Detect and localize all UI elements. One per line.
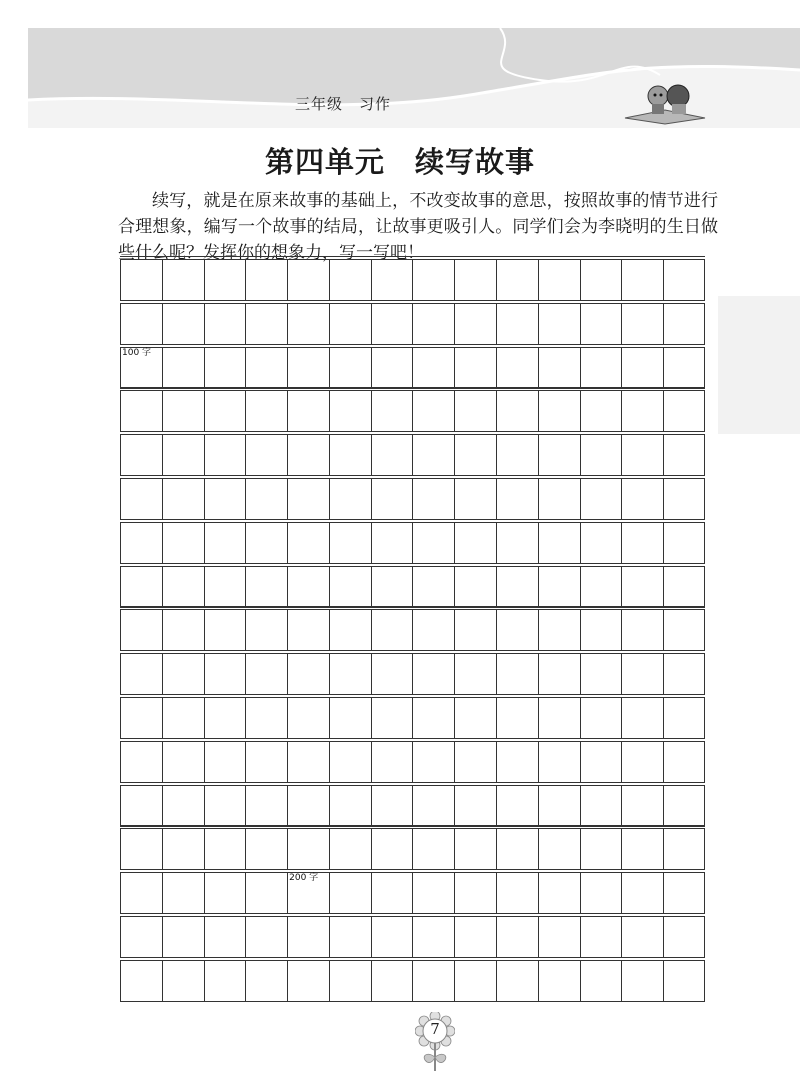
page-number: 7 [430, 1020, 440, 1038]
grid-cell[interactable] [288, 654, 330, 694]
grid-cell[interactable] [288, 829, 330, 869]
grid-cell[interactable] [581, 917, 623, 957]
grid-cell[interactable] [246, 961, 288, 1001]
grid-cell[interactable] [622, 917, 664, 957]
grid-row [120, 566, 705, 608]
grid-cell[interactable] [414, 654, 456, 694]
grid-cell[interactable] [497, 961, 539, 1001]
grid-cell[interactable] [372, 391, 414, 431]
grid-cell[interactable] [246, 523, 288, 563]
grid-cell[interactable] [497, 348, 539, 388]
grid-cell[interactable] [121, 435, 163, 475]
grid-cell[interactable] [330, 304, 372, 344]
intro-paragraph: 续写，就是在原来故事的基础上，不改变故事的意思，按照故事的情节进行合理想象，编写一个故事的结局，让故事更吸引人。同学们会为李晓明的生日做些什么呢？发挥你的想象力，写一写吧！ [118, 191, 718, 263]
writing-grid[interactable] [120, 259, 705, 1005]
grid-cell[interactable] [163, 961, 205, 1001]
grid-row [120, 785, 705, 827]
grid-cell[interactable] [414, 523, 456, 563]
grid-row [120, 522, 705, 564]
grid-cell[interactable] [288, 391, 330, 431]
grid-row [120, 828, 705, 870]
grid-cell[interactable] [581, 961, 623, 1001]
grid-cell[interactable] [581, 698, 623, 738]
grid-cell[interactable] [497, 654, 539, 694]
grid-cell[interactable] [372, 829, 414, 869]
grid-cell[interactable] [205, 829, 247, 869]
grid-cell[interactable] [455, 873, 497, 913]
grid-cell[interactable] [288, 304, 330, 344]
grid-cell[interactable] [581, 479, 623, 519]
grid-cell[interactable] [497, 435, 539, 475]
grid-cell[interactable] [330, 698, 372, 738]
grid-cell[interactable] [288, 523, 330, 563]
grid-cell[interactable] [372, 304, 414, 344]
grid-cell[interactable] [497, 742, 539, 782]
grid-cell[interactable] [288, 435, 330, 475]
grid-row [120, 609, 705, 651]
grid-cell[interactable] [205, 391, 247, 431]
side-tab [718, 296, 800, 434]
grid-cell[interactable] [205, 435, 247, 475]
grid-cell[interactable] [330, 654, 372, 694]
grid-cell[interactable] [163, 348, 205, 388]
grid-cell[interactable] [246, 348, 288, 388]
grade-subject-label: 三年级 习作 [295, 95, 392, 113]
grid-cell[interactable] [246, 567, 288, 607]
grid-cell[interactable] [163, 567, 205, 607]
grid-cell[interactable] [414, 610, 456, 650]
grid-cell[interactable] [414, 917, 456, 957]
grid-cell[interactable] [205, 523, 247, 563]
grid-cell[interactable] [121, 567, 163, 607]
grid-cell[interactable] [163, 654, 205, 694]
grid-cell[interactable] [622, 523, 664, 563]
grid-cell[interactable] [330, 786, 372, 826]
grid-cell[interactable] [330, 567, 372, 607]
grid-cell[interactable] [622, 391, 664, 431]
grid-cell[interactable] [622, 698, 664, 738]
grid-cell[interactable] [414, 786, 456, 826]
grid-cell[interactable] [497, 523, 539, 563]
grid-cell[interactable] [372, 873, 414, 913]
grid-cell[interactable] [455, 435, 497, 475]
grid-cell[interactable] [330, 435, 372, 475]
grid-cell[interactable] [539, 348, 581, 388]
grid-cell[interactable] [330, 523, 372, 563]
grid-cell[interactable] [205, 479, 247, 519]
grid-cell[interactable] [455, 786, 497, 826]
grid-cell[interactable] [330, 348, 372, 388]
grid-cell[interactable] [581, 435, 623, 475]
grid-row [120, 347, 705, 389]
grid-cell[interactable] [414, 698, 456, 738]
grid-cell[interactable] [205, 610, 247, 650]
grid-cell[interactable] [539, 654, 581, 694]
grid-cell[interactable] [497, 829, 539, 869]
grid-cell[interactable] [539, 610, 581, 650]
grid-cell[interactable] [163, 391, 205, 431]
grid-cell[interactable] [121, 391, 163, 431]
grid-row [120, 478, 705, 520]
grid-cell[interactable] [205, 742, 247, 782]
grid-cell[interactable] [372, 348, 414, 388]
grid-cell[interactable] [539, 567, 581, 607]
grid-cell[interactable] [205, 786, 247, 826]
grid-cell[interactable] [539, 523, 581, 563]
grid-cell[interactable] [163, 873, 205, 913]
grid-cell[interactable] [288, 917, 330, 957]
grid-cell[interactable] [372, 786, 414, 826]
grid-cell[interactable] [581, 786, 623, 826]
grid-cell[interactable] [414, 961, 456, 1001]
grid-cell[interactable] [163, 698, 205, 738]
grid-cell[interactable] [539, 260, 581, 300]
grid-cell[interactable] [539, 435, 581, 475]
grid-cell[interactable] [288, 742, 330, 782]
grid-cell[interactable] [121, 961, 163, 1001]
grid-cell[interactable] [246, 698, 288, 738]
grid-cell[interactable] [246, 654, 288, 694]
grid-cell[interactable] [121, 873, 163, 913]
grid-row [120, 916, 705, 958]
grid-cell[interactable] [330, 917, 372, 957]
grid-cell[interactable] [205, 873, 247, 913]
grid-cell[interactable] [246, 391, 288, 431]
grid-cell[interactable] [205, 961, 247, 1001]
grid-cell[interactable] [372, 610, 414, 650]
grid-cell[interactable] [163, 917, 205, 957]
grid-cell[interactable] [163, 479, 205, 519]
grid-cell[interactable] [205, 260, 247, 300]
grid-cell[interactable] [121, 742, 163, 782]
grid-cell[interactable] [455, 348, 497, 388]
grid-cell[interactable] [372, 961, 414, 1001]
grid-cell[interactable] [330, 260, 372, 300]
grid-cell[interactable] [455, 523, 497, 563]
grid-cell[interactable] [205, 654, 247, 694]
grid-row [120, 697, 705, 739]
grid-cell[interactable] [581, 610, 623, 650]
grid-cell[interactable] [372, 523, 414, 563]
grid-cell[interactable] [455, 479, 497, 519]
grid-cell[interactable] [581, 873, 623, 913]
grid-cell[interactable] [288, 698, 330, 738]
grid-cell[interactable] [497, 873, 539, 913]
grid-cell[interactable] [246, 917, 288, 957]
grid-row [120, 653, 705, 695]
grid-cell[interactable] [288, 348, 330, 388]
grid-cell[interactable] [622, 654, 664, 694]
grid-cell[interactable] [497, 917, 539, 957]
grid-cell[interactable] [581, 829, 623, 869]
grid-cell[interactable] [455, 260, 497, 300]
grid-cell[interactable] [205, 917, 247, 957]
grid-cell[interactable] [455, 567, 497, 607]
grid-cell[interactable] [455, 961, 497, 1001]
grid-cell[interactable] [246, 829, 288, 869]
grid-cell[interactable] [414, 260, 456, 300]
grid-cell[interactable] [163, 260, 205, 300]
grid-cell[interactable] [581, 523, 623, 563]
grid-cell[interactable] [205, 304, 247, 344]
grid-cell[interactable] [246, 742, 288, 782]
grid-cell[interactable] [246, 479, 288, 519]
grid-cell[interactable] [539, 786, 581, 826]
grid-cell[interactable] [246, 304, 288, 344]
grid-cell[interactable] [121, 917, 163, 957]
grid-cell[interactable] [205, 348, 247, 388]
grid-cell[interactable] [246, 873, 288, 913]
grid-cell[interactable] [121, 654, 163, 694]
grid-cell[interactable] [414, 567, 456, 607]
grid-cell[interactable] [372, 742, 414, 782]
grid-cell[interactable] [455, 917, 497, 957]
grid-cell[interactable] [163, 435, 205, 475]
grid-cell[interactable] [372, 917, 414, 957]
grid-cell[interactable] [581, 567, 623, 607]
kids-reading-icon [620, 80, 710, 125]
grid-row [120, 434, 705, 476]
grid-cell[interactable] [246, 786, 288, 826]
grid-cell[interactable] [330, 479, 372, 519]
grid-cell[interactable] [581, 654, 623, 694]
grid-row [120, 259, 705, 301]
grid-cell[interactable] [581, 742, 623, 782]
grid-cell[interactable] [163, 523, 205, 563]
grid-cell[interactable] [455, 829, 497, 869]
page-title: 第四单元 续写故事 [264, 145, 535, 179]
grid-cell[interactable] [330, 829, 372, 869]
grid-cell[interactable] [163, 786, 205, 826]
grid-cell[interactable] [121, 698, 163, 738]
grid-cell[interactable] [455, 304, 497, 344]
grid-cell[interactable] [288, 260, 330, 300]
grid-cell[interactable] [497, 391, 539, 431]
grid-cell[interactable] [288, 961, 330, 1001]
grid-cell[interactable] [539, 742, 581, 782]
grid-row [120, 960, 705, 1002]
grid-cell[interactable] [121, 786, 163, 826]
grid-cell[interactable] [539, 698, 581, 738]
grid-cell[interactable] [581, 260, 623, 300]
grid-cell[interactable] [455, 654, 497, 694]
grid-cell[interactable] [372, 479, 414, 519]
grid-cell[interactable] [581, 391, 623, 431]
grid-cell[interactable] [414, 348, 456, 388]
grid-cell[interactable] [205, 567, 247, 607]
grid-row [120, 741, 705, 783]
grid-cell[interactable] [246, 610, 288, 650]
grid-cell[interactable] [497, 260, 539, 300]
grid-row [120, 390, 705, 432]
grid-cell[interactable] [372, 435, 414, 475]
grid-cell[interactable] [622, 435, 664, 475]
grid-cell[interactable] [163, 829, 205, 869]
grid-cell[interactable] [121, 304, 163, 344]
grid-cell[interactable] [414, 479, 456, 519]
grid-cell[interactable] [539, 391, 581, 431]
grid-cell[interactable] [539, 829, 581, 869]
word-count-marker: 200 字 [289, 873, 319, 884]
grid-cell[interactable] [539, 917, 581, 957]
grid-cell[interactable] [330, 610, 372, 650]
grid-cell[interactable] [330, 742, 372, 782]
grid-cell[interactable] [622, 786, 664, 826]
grid-cell[interactable] [539, 479, 581, 519]
grid-cell[interactable] [288, 479, 330, 519]
grid-cell[interactable] [622, 348, 664, 388]
grid-cell[interactable] [288, 567, 330, 607]
grid-cell[interactable] [246, 260, 288, 300]
grid-cell[interactable] [622, 260, 664, 300]
grid-cell[interactable] [414, 873, 456, 913]
grid-cell[interactable] [622, 961, 664, 1001]
grid-cell[interactable] [497, 786, 539, 826]
grid-cell[interactable] [414, 742, 456, 782]
grid-cell[interactable] [622, 610, 664, 650]
grid-cell[interactable] [372, 260, 414, 300]
grid-cell[interactable] [455, 391, 497, 431]
grid-cell[interactable] [539, 873, 581, 913]
grid-cell[interactable] [121, 523, 163, 563]
grid-cell[interactable] [622, 742, 664, 782]
grid-cell[interactable] [455, 698, 497, 738]
grid-cell[interactable] [497, 610, 539, 650]
word-count-marker: 100 字 [122, 347, 152, 358]
grid-cell[interactable] [581, 348, 623, 388]
grid-row [120, 872, 705, 914]
grid-cell[interactable] [414, 829, 456, 869]
grid-cell[interactable] [622, 304, 664, 344]
grid-cell[interactable] [288, 610, 330, 650]
grid-cell[interactable] [622, 567, 664, 607]
grid-cell[interactable] [497, 698, 539, 738]
grid-cell[interactable] [497, 479, 539, 519]
grid-cell[interactable] [163, 304, 205, 344]
grid-cell[interactable] [497, 304, 539, 344]
grid-cell[interactable] [205, 698, 247, 738]
grid-cell[interactable] [622, 829, 664, 869]
grid-cell[interactable] [581, 304, 623, 344]
grid-cell[interactable] [163, 610, 205, 650]
grid-cell[interactable] [372, 567, 414, 607]
grid-cell[interactable] [414, 391, 456, 431]
grid-cell[interactable] [622, 479, 664, 519]
grid-cell[interactable] [121, 479, 163, 519]
grid-cell[interactable] [121, 829, 163, 869]
grid-cell[interactable] [330, 961, 372, 1001]
grid-cell[interactable] [246, 435, 288, 475]
grid-cell[interactable] [539, 304, 581, 344]
grid-cell[interactable] [539, 961, 581, 1001]
grid-row [120, 303, 705, 345]
grid-cell[interactable] [121, 610, 163, 650]
grid-cell[interactable] [121, 260, 163, 300]
grid-cell[interactable] [455, 610, 497, 650]
grid-cell[interactable] [497, 567, 539, 607]
grid-cell[interactable] [372, 654, 414, 694]
grid-cell[interactable] [163, 742, 205, 782]
grid-cell[interactable] [372, 698, 414, 738]
grid-cell[interactable] [414, 304, 456, 344]
grid-cell[interactable] [622, 873, 664, 913]
grid-cell[interactable] [414, 435, 456, 475]
grid-cell[interactable] [455, 742, 497, 782]
grid-cell[interactable] [330, 873, 372, 913]
grid-cell[interactable] [330, 391, 372, 431]
grid-cell[interactable] [288, 786, 330, 826]
